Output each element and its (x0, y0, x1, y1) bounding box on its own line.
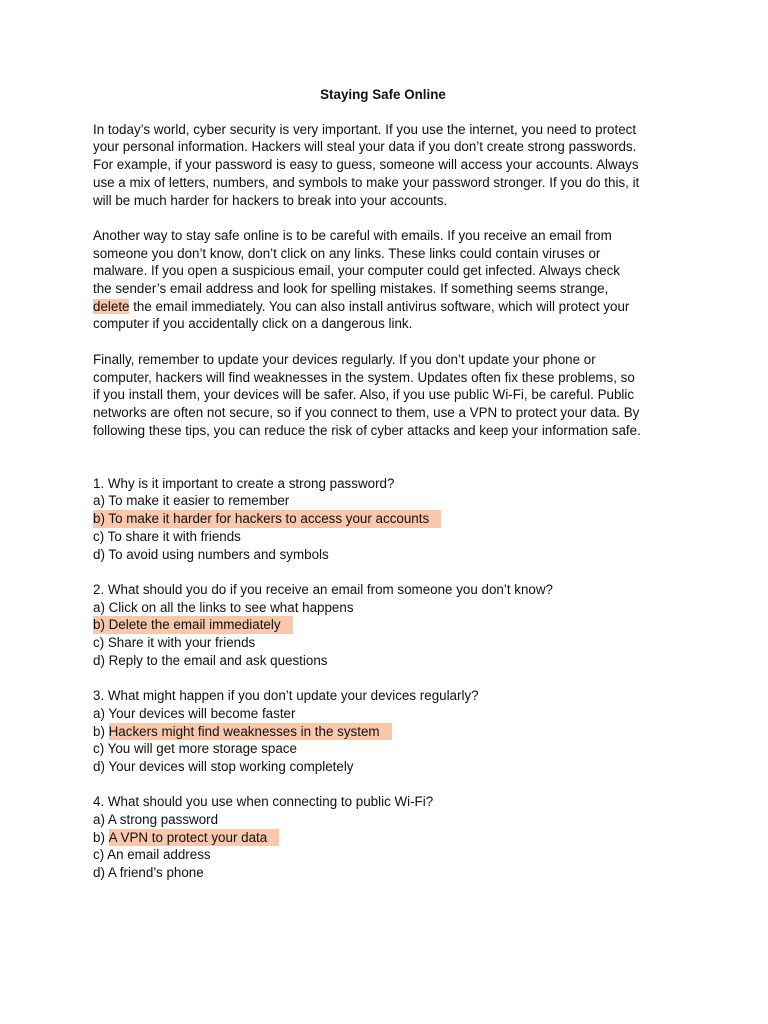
answer-prefix: b) (93, 723, 109, 739)
paragraph-line: the sender’s email address and look for spelling mistakes. If something seems strange, (93, 281, 609, 297)
paragraph-line: if you install them, your devices will be safer. Also, if you use public Wi-Fi, be careful. Public (93, 387, 635, 403)
answer-option: a) Your devices will become faster (93, 705, 296, 721)
answer-option: a) To make it easier to remember (93, 493, 290, 509)
question-2 (93, 581, 683, 670)
paragraph-line: computer, hackers will find weaknesses in the system. Updates often fix these problems, so (93, 369, 635, 385)
answer-option: d) To avoid using numbers and symbols (93, 546, 329, 562)
answer-option: d) Reply to the email and ask questions (93, 652, 328, 668)
answer-option: c) You will get more storage space (93, 741, 297, 757)
highlighted-word: delete (93, 298, 130, 314)
answer-option-correct (93, 616, 683, 634)
question-3 (93, 687, 683, 776)
question-text: 2. What should you do if you receive an email from someone you don’t know? (93, 581, 553, 597)
answer-option: c) An email address (93, 847, 211, 863)
paragraph-line: In today’s world, cyber security is very important. If you use the internet, you need to protect (93, 121, 637, 137)
correct-answer-highlight: b) Delete the email immediately (93, 616, 293, 634)
question-text: 3. What might happen if you don’t update your devices regularly? (93, 688, 479, 704)
paragraph-2 (93, 227, 683, 333)
paragraph-3 (93, 351, 683, 440)
correct-answer-highlight: Hackers might find weaknesses in the system (109, 723, 392, 741)
answer-option-correct (93, 723, 683, 741)
answer-prefix: b) (93, 829, 109, 845)
correct-answer-highlight: A VPN to protect your data (109, 829, 280, 847)
question-1 (93, 475, 683, 564)
answer-option: c) To share it with friends (93, 528, 241, 544)
paragraph-line: malware. If you open a suspicious email, your computer could get infected. Always check (93, 263, 620, 279)
answer-option: a) A strong password (93, 812, 219, 828)
paragraph-line-rest: the email immediately. You can also install antivirus software, which will protect your (129, 298, 630, 314)
paragraph-line: will be much harder for hackers to break into your accounts. (93, 192, 448, 208)
paragraph-line: Another way to stay safe online is to be careful with emails. If you receive an email from (93, 227, 612, 243)
paragraph-1 (93, 121, 683, 210)
answer-option: d) Your devices will stop working completely (93, 758, 354, 774)
answer-option: d) A friend’s phone (93, 865, 204, 881)
section-spacer (93, 457, 683, 475)
paragraph-line: following these tips, you can reduce the risk of cyber attacks and keep your information safe. (93, 422, 641, 438)
correct-answer-highlight: b) To make it harder for hackers to access your accounts (93, 510, 441, 528)
question-text: 1. Why is it important to create a strong password? (93, 475, 395, 491)
answer-option: c) Share it with your friends (93, 635, 256, 651)
paragraph-line: For example, if your password is easy to guess, someone will access your accounts. Always (93, 157, 639, 173)
paragraph-line: use a mix of letters, numbers, and symbols to make your password stronger. If you do this, it (93, 174, 640, 190)
question-4 (93, 793, 683, 882)
paragraph-line: someone you don’t know, don’t click on any links. These links could contain viruses or (93, 245, 601, 261)
document-page (93, 86, 683, 900)
paragraph-line: networks are often not secure, so if you connect to them, use a VPN to protect your data. By (93, 404, 640, 420)
paragraph-line: your personal information. Hackers will steal your data if you don’t create strong passwords. (93, 139, 637, 155)
document-title: Staying Safe Online (320, 87, 446, 102)
paragraph-line: Finally, remember to update your devices regularly. If you don’t update your phone or (93, 351, 596, 367)
answer-option-correct (93, 510, 683, 528)
paragraph-line: computer if you accidentally click on a dangerous link. (93, 316, 413, 332)
question-text: 4. What should you use when connecting to public Wi-Fi? (93, 794, 434, 810)
answer-option: a) Click on all the links to see what happens (93, 599, 354, 615)
paragraph-line-with-highlight (93, 298, 683, 316)
answer-option-correct (93, 829, 683, 847)
